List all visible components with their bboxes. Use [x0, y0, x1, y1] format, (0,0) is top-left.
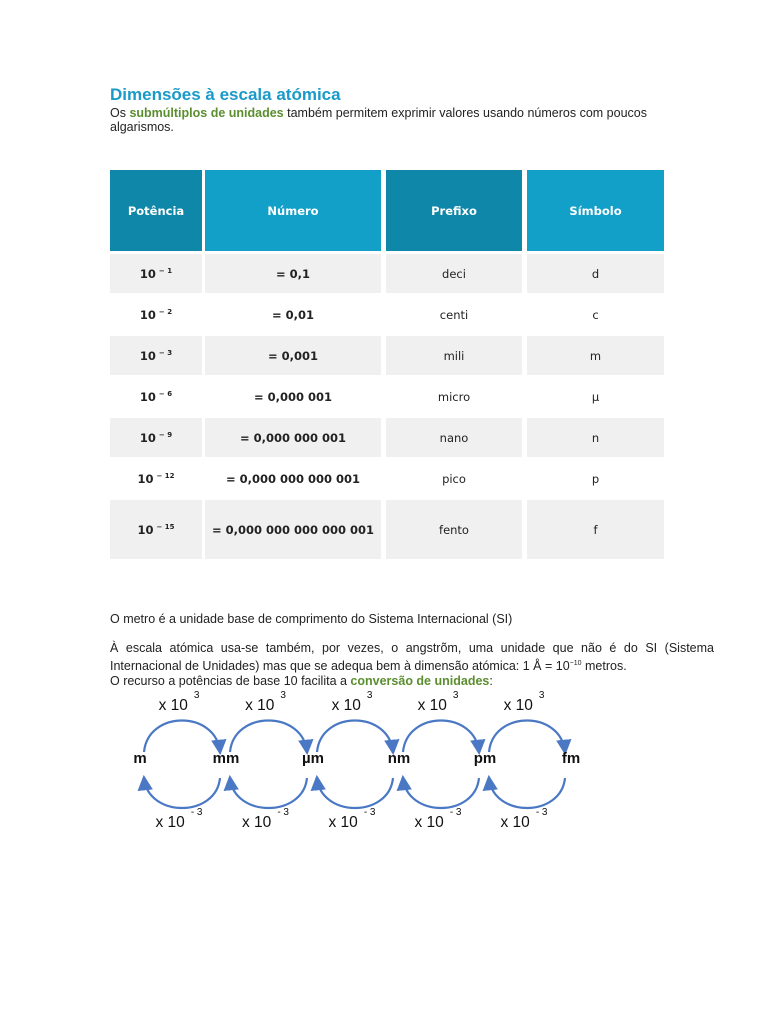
unit-mm: mm — [212, 750, 240, 767]
cell-potencia — [110, 459, 202, 498]
intro-text-before: Os — [110, 106, 130, 120]
forward-arrow — [144, 721, 220, 753]
factor-exponent: 3 — [280, 690, 286, 701]
cell-potencia — [110, 254, 202, 293]
backward-arrow — [144, 778, 220, 808]
cell-numero: = 0,000 000 000 001 — [205, 459, 381, 498]
power-base: 10 — [137, 471, 154, 486]
power-base: 10 — [139, 348, 156, 363]
power-base: 10 — [137, 522, 154, 537]
forward-factor — [158, 690, 200, 715]
cell-numero: = 0,001 — [205, 336, 381, 375]
conversion-arrows — [0, 690, 768, 840]
power-base: 10 — [139, 266, 156, 281]
factor-base: x 10 — [331, 697, 361, 715]
forward-arrow — [403, 721, 479, 753]
power-exponent: − 2 — [158, 307, 173, 316]
table-row — [110, 254, 664, 293]
unit-fm: fm — [561, 750, 581, 767]
power-exponent: − 9 — [158, 430, 173, 439]
factor-exponent: 3 — [366, 690, 373, 701]
unit-pm: pm — [473, 750, 497, 767]
cell-numero: = 0,000 001 — [205, 377, 381, 416]
cell-potencia — [110, 336, 202, 375]
angstrom-text: À escala atómica usa-se também, por vezes, o angstrõm, uma unidade que não é do SI (Sistema Internacional de Unidades) mas que se adequa bem à dimensão atómica: 1 Å = 10 — [110, 641, 714, 674]
forward-factor — [503, 690, 545, 715]
power-exponent: − 3 — [158, 348, 173, 357]
cell-numero: = 0,1 — [205, 254, 381, 293]
cell-simbolo: m — [527, 336, 664, 375]
intro-paragraph — [110, 106, 670, 134]
factor-base: x 10 — [242, 814, 272, 832]
table-row — [110, 336, 664, 375]
forward-arrow — [489, 721, 565, 753]
angstrom-text-after: metros. — [581, 659, 627, 674]
unit-nm: nm — [387, 750, 411, 767]
table-row — [110, 500, 664, 559]
cell-prefixo: centi — [386, 295, 522, 334]
cell-prefixo: micro — [386, 377, 522, 416]
table-row — [110, 459, 664, 498]
cell-potencia — [110, 500, 202, 559]
factor-base: x 10 — [155, 814, 185, 832]
paragraph-conversion — [110, 673, 714, 689]
factor-exponent: - 3 — [449, 807, 462, 818]
unit-um: µm — [302, 750, 324, 767]
factor-exponent: 3 — [193, 690, 200, 701]
factor-base: x 10 — [414, 814, 444, 832]
backward-arrow — [317, 778, 393, 808]
cell-prefixo: pico — [386, 459, 522, 498]
factor-base: x 10 — [417, 697, 447, 715]
cell-simbolo: n — [527, 418, 664, 457]
power-base: 10 — [139, 307, 156, 322]
page-title: Dimensões à escala atómica — [110, 85, 341, 104]
cell-simbolo: p — [527, 459, 664, 498]
cell-simbolo: d — [527, 254, 664, 293]
factor-exponent: - 3 — [535, 807, 548, 818]
cell-numero: = 0,01 — [205, 295, 381, 334]
power-base: 10 — [139, 389, 156, 404]
backward-factor — [500, 807, 548, 832]
paragraph-angstrom — [110, 640, 714, 674]
cell-numero: = 0,000 000 001 — [205, 418, 381, 457]
table-row — [110, 295, 664, 334]
table-row — [110, 418, 664, 457]
table-row — [110, 377, 664, 416]
forward-factor — [331, 690, 373, 715]
conversion-text-before: O recurso a potências de base 10 facilita a — [110, 674, 351, 688]
conversion-text-after: : — [489, 674, 493, 688]
intro-highlight: submúltiplos de unidades — [129, 106, 284, 120]
forward-factor — [417, 690, 459, 715]
cell-simbolo: f — [527, 500, 664, 559]
backward-factor — [155, 807, 203, 832]
factor-exponent: 3 — [538, 690, 545, 701]
factor-exponent: 3 — [452, 690, 459, 701]
backward-arrow — [403, 778, 479, 808]
power-exponent: − 6 — [158, 389, 173, 398]
cell-prefixo: fento — [386, 500, 522, 559]
factor-base: x 10 — [328, 814, 358, 832]
power-base: 10 — [139, 430, 156, 445]
cell-potencia — [110, 418, 202, 457]
forward-factor — [245, 690, 286, 715]
power-exponent: − 15 — [156, 522, 175, 531]
factor-exponent: - 3 — [363, 807, 376, 818]
forward-arrow — [230, 721, 307, 753]
cell-potencia — [110, 295, 202, 334]
backward-arrow — [489, 778, 565, 808]
power-exponent: − 1 — [158, 266, 173, 275]
cell-simbolo: µ — [527, 377, 664, 416]
power-exponent: − 12 — [156, 471, 175, 480]
unit-m: m — [133, 750, 147, 767]
forward-arrow — [317, 721, 393, 753]
table-header-row — [110, 170, 664, 251]
header-prefixo: Prefixo — [386, 170, 522, 251]
header-simbolo: Símbolo — [527, 170, 664, 251]
backward-factor — [242, 807, 289, 832]
factor-exponent: - 3 — [277, 807, 289, 818]
backward-factor — [328, 807, 376, 832]
backward-factor — [414, 807, 462, 832]
backward-arrow — [230, 778, 307, 808]
cell-prefixo: nano — [386, 418, 522, 457]
cell-potencia — [110, 377, 202, 416]
cell-numero: = 0,000 000 000 000 001 — [205, 500, 381, 559]
cell-prefixo: deci — [386, 254, 522, 293]
cell-simbolo: c — [527, 295, 664, 334]
factor-base: x 10 — [500, 814, 530, 832]
intro-text-after: também permitem exprimir valores usando números com poucos algarismos. — [110, 106, 647, 134]
paragraph-si-base: O metro é a unidade base de comprimento do Sistema Internacional (SI) — [110, 612, 513, 626]
header-potencia: Potência — [110, 170, 202, 251]
factor-base: x 10 — [245, 697, 275, 715]
factor-base: x 10 — [503, 697, 533, 715]
header-numero: Número — [205, 170, 381, 251]
cell-prefixo: mili — [386, 336, 522, 375]
factor-base: x 10 — [158, 697, 188, 715]
conversion-diagram — [0, 690, 768, 840]
angstrom-exponent: −10 — [569, 660, 582, 667]
conversion-highlight: conversão de unidades — [350, 674, 490, 688]
factor-exponent: - 3 — [190, 807, 203, 818]
